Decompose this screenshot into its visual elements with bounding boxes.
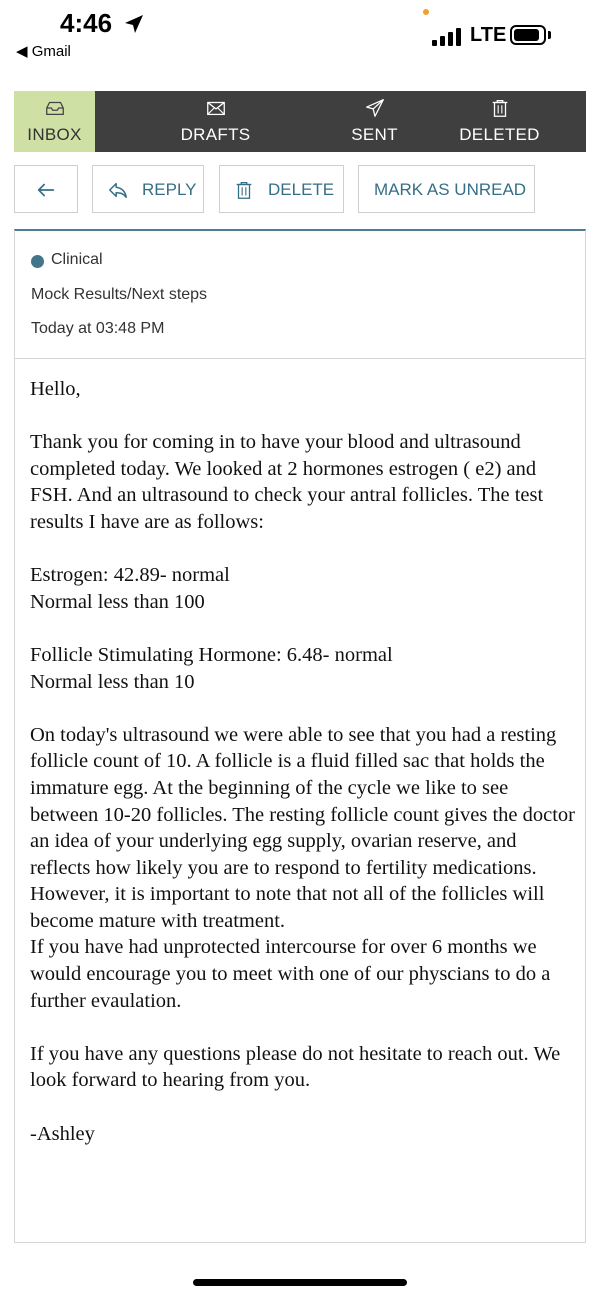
trash-icon	[233, 179, 255, 201]
clock: 4:46	[60, 8, 113, 38]
tab-inbox[interactable]	[14, 91, 95, 152]
tab-label: DELETED	[459, 125, 540, 144]
inbox-icon	[44, 97, 66, 119]
back-arrow-icon	[35, 179, 57, 201]
delete-button[interactable]	[219, 165, 344, 213]
network-label: LTE	[470, 24, 507, 46]
message-body	[14, 359, 586, 1243]
location-arrow-icon	[122, 12, 146, 36]
tab-label: DRAFTS	[180, 125, 251, 144]
mark-as-unread-button[interactable]	[358, 165, 535, 213]
paper-plane-icon	[364, 97, 386, 119]
folder-tabs	[14, 91, 586, 152]
message-header	[14, 229, 586, 359]
tab-deleted[interactable]	[413, 91, 586, 152]
mark-as-unread-label: MARK AS UNREAD	[374, 180, 527, 199]
camera-indicator-icon	[423, 9, 429, 15]
sender-name: Clinical	[51, 251, 103, 268]
reply-icon	[107, 179, 129, 201]
battery-icon	[510, 25, 546, 45]
tab-label: SENT	[351, 125, 398, 144]
signal-icon	[432, 28, 466, 46]
message-date: Today at 03:48 PM	[31, 320, 165, 337]
tab-sent[interactable]	[336, 91, 413, 152]
delete-label: DELETE	[268, 180, 335, 199]
message-subject: Mock Results/Next steps	[31, 286, 208, 303]
tab-label: INBOX	[27, 125, 82, 144]
trash-icon	[489, 97, 511, 119]
tab-drafts[interactable]	[95, 91, 336, 152]
reply-label: REPLY	[142, 180, 197, 199]
reply-button[interactable]	[92, 165, 204, 213]
message-body-text: Hello, Thank you for coming in to have your blood and ultrasound completed today. We looked at 2 hormones estrogen ( e2) and FSH. And an ultrasound to check your antral follicles. The test results I have are as follows: Estrogen: 42.89- normal Normal less than 100 Follicle Stimulating Hormone: 6.48- normal Normal less than 10 On today's ultrasound we were able to see that you had a resting follicle count of 10. A follicle is a fluid filled sac that holds the immature egg. At the beginning of the cycle we like to see between 10-20 follicles. The resting follicle count gives the doctor an idea of your underlying egg supply, ovarian reserve, and reflects how likely you are to respond to fertility medications. However, it is important to note that not all of the follicles will become mature with treatment. If you have had unprotected intercourse for over 6 months we would encourage you to meet with one of our physcians to do a further evaulation. If you have any questions please do not hesitate to reach out. We look forward to hearing from you. -Ashley	[30, 378, 575, 1145]
home-indicator[interactable]	[193, 1279, 407, 1286]
status-bar	[0, 0, 600, 80]
unread-dot-icon	[31, 255, 44, 268]
envelope-icon	[205, 97, 227, 119]
back-button[interactable]	[14, 165, 78, 213]
back-to-gmail-link[interactable]: ◀ Gmail	[16, 43, 71, 60]
